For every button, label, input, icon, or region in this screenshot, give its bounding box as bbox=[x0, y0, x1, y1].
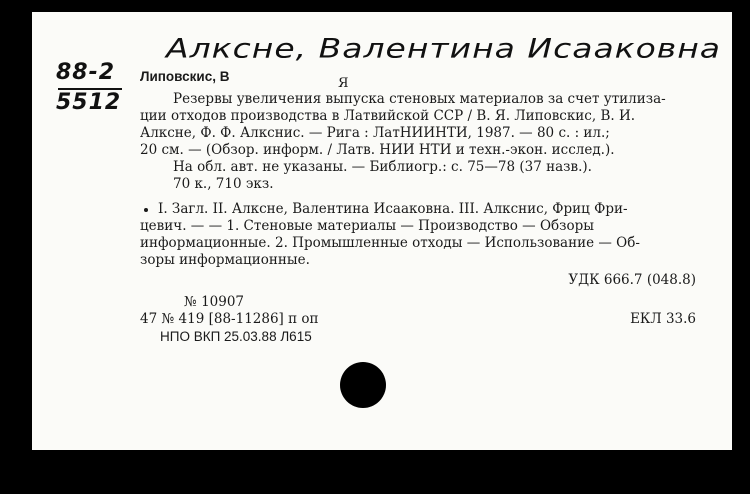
tracings-line: I. Загл. II. Алксне, Валентина Исааковна. III. Алкснис, Фриц Фри- bbox=[158, 201, 628, 217]
card-heading-initial: Я bbox=[338, 76, 349, 91]
handwritten-author-name: Алксне, Валентина Исааковна bbox=[166, 32, 722, 64]
card-heading: Липовскис, В bbox=[140, 69, 230, 84]
annotation-line: На обл. авт. не указаны. — Библиогр.: с. 75—78 (37 назв.). bbox=[173, 159, 592, 175]
catalog-card bbox=[32, 12, 732, 450]
tracings-line: зоры информационные. bbox=[140, 252, 310, 268]
call-number-top: 88-2 bbox=[56, 60, 116, 85]
udk-code: УДК 666.7 (048.8) bbox=[568, 272, 696, 288]
annotation-line: 70 к., 710 экз. bbox=[173, 176, 274, 192]
record-number: № 10907 bbox=[184, 294, 245, 310]
annotation-line: 20 см. — (Обзор. информ. / Латв. НИИ НТИ и техн.-экон. исслед.). bbox=[140, 142, 615, 158]
scan-margin-strip bbox=[16, 378, 28, 448]
annotation-line: ции отходов производства в Латвийской ССР / В. Я. Липовскис, В. И. bbox=[140, 108, 636, 124]
tracings-bullet bbox=[144, 208, 148, 212]
call-number-bottom: 5512 bbox=[56, 90, 122, 115]
production-line: 47 № 419 [88-11286] п оп bbox=[140, 311, 319, 327]
punch-hole bbox=[340, 362, 386, 408]
npo-line: НПО ВКП 25.03.88 Л615 bbox=[160, 329, 312, 344]
tracings-line: цевич. — — 1. Стеновые материалы — Производство — Обзоры bbox=[140, 218, 595, 234]
annotation-line: Алксне, Ф. Ф. Алкснис. — Рига : ЛатНИИНТИ, 1987. — 80 с. : ил.; bbox=[140, 125, 610, 141]
tracings-line: информационные. 2. Промышленные отходы — Использование — Об- bbox=[140, 235, 640, 251]
ekl-code: ЕКЛ 33.6 bbox=[630, 311, 696, 327]
annotation-line: Резервы увеличения выпуска стеновых материалов за счет утилиза- bbox=[173, 91, 666, 107]
